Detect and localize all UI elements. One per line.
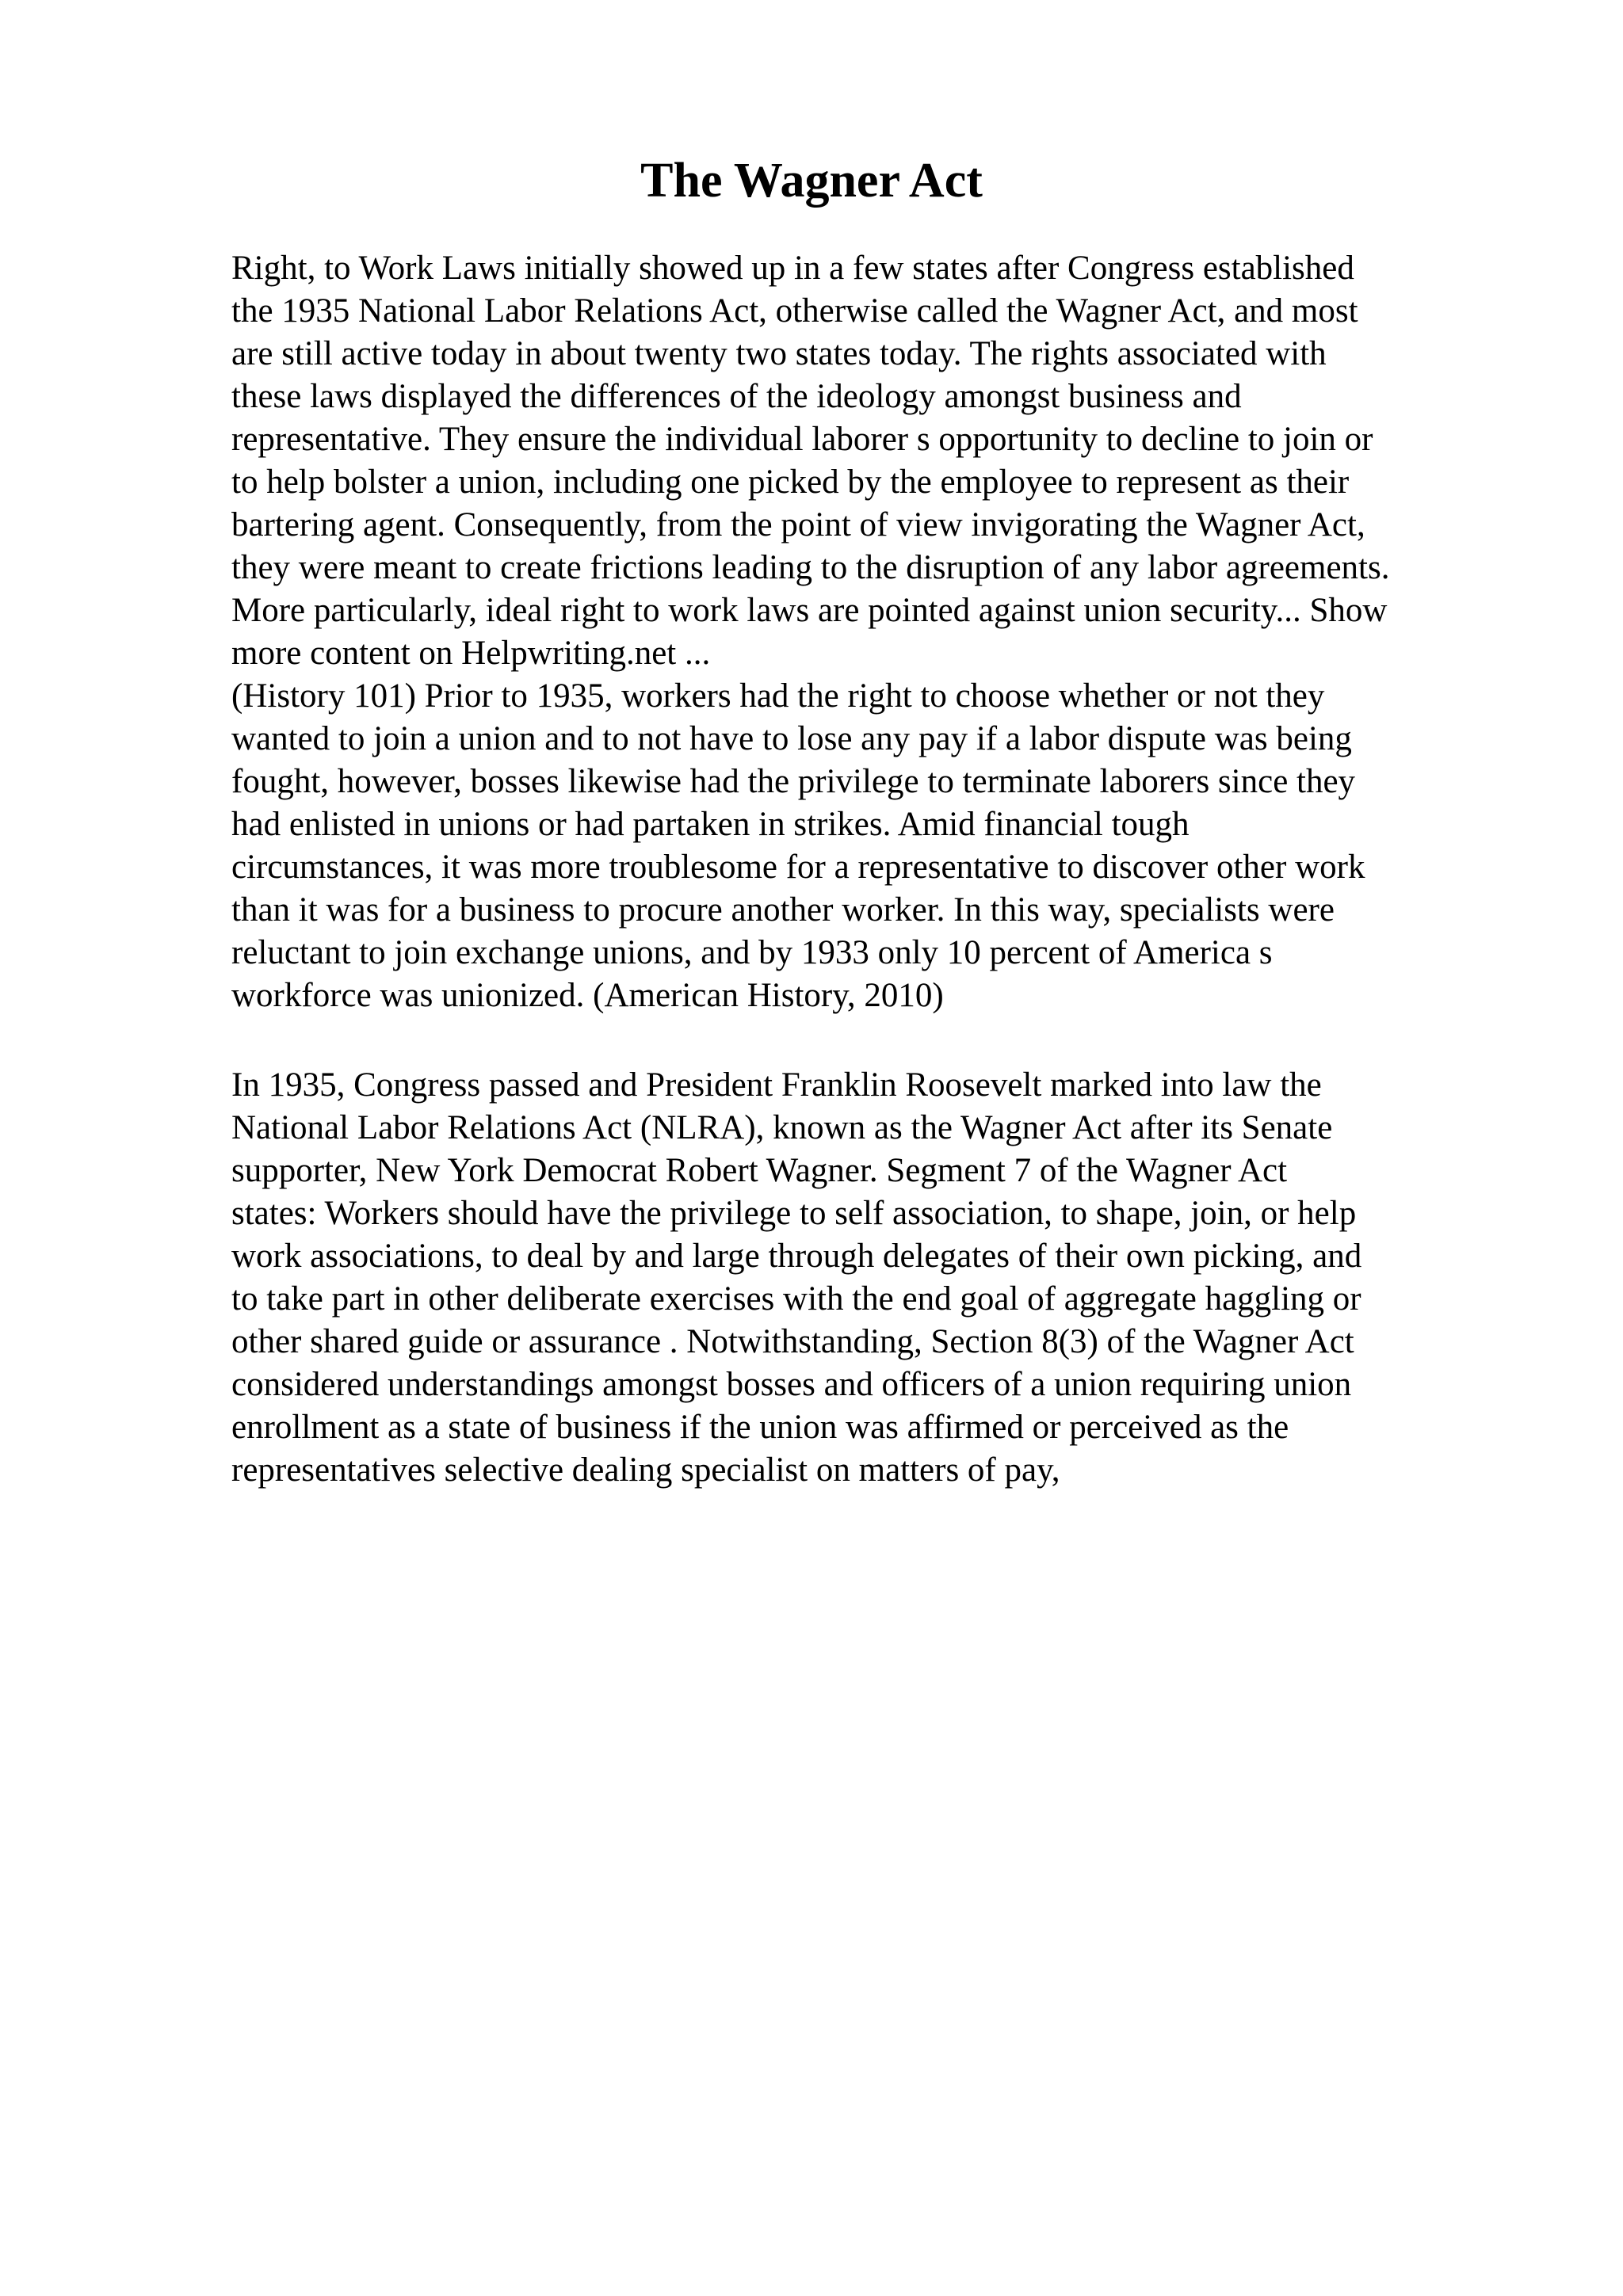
text-line: to help bolster a union, including one picked by the employee to represent as their	[231, 463, 1350, 501]
text-line: supporter, New York Democrat Robert Wagner. Segment 7 of the Wagner Act	[231, 1152, 1288, 1189]
text-line: In 1935, Congress passed and President Franklin Roosevelt marked into law the	[231, 1066, 1322, 1104]
paragraph-block-2	[231, 1064, 1499, 1492]
text-line: more content on Helpwriting.net ...	[231, 635, 711, 672]
text-line: than it was for a business to procure another worker. In this way, specialists were	[231, 891, 1335, 929]
text-line: had enlisted in unions or had partaken in strikes. Amid financial tough	[231, 806, 1190, 843]
text-line: these laws displayed the differences of the ideology amongst business and	[231, 378, 1242, 415]
text-line: Right, to Work Laws initially showed up in a few states after Congress established	[231, 250, 1354, 287]
text-line: representatives selective dealing specialist on matters of pay,	[231, 1451, 1060, 1489]
text-line: the 1935 National Labor Relations Act, otherwise called the Wagner Act, and most	[231, 292, 1358, 330]
text-line: states: Workers should have the privilege to self association, to shape, join, or help	[231, 1195, 1357, 1232]
text-line: reluctant to join exchange unions, and by 1933 only 10 percent of America s	[231, 934, 1273, 971]
text-line: wanted to join a union and to not have to lose any pay if a labor dispute was being	[231, 720, 1352, 757]
text-line: they were meant to create frictions leading to the disruption of any labor agreements.	[231, 549, 1390, 586]
text-line: to take part in other deliberate exercises with the end goal of aggregate haggling or	[231, 1280, 1361, 1318]
text-line: bartering agent. Consequently, from the point of view invigorating the Wagner Act,	[231, 506, 1365, 543]
text-line: (History 101) Prior to 1935, workers had the right to choose whether or not they	[231, 677, 1325, 715]
text-line: circumstances, it was more troublesome for a representative to discover other work	[231, 849, 1365, 886]
text-line: representative. They ensure the individual laborer s opportunity to decline to join or	[231, 421, 1373, 458]
text-line: fought, however, bosses likewise had the privilege to terminate laborers since they	[231, 763, 1356, 800]
text-line: enrollment as a state of business if the union was affirmed or perceived as the	[231, 1409, 1289, 1446]
text-line: workforce was unionized. (American History, 2010)	[231, 977, 944, 1014]
text-line: National Labor Relations Act (NLRA), known as the Wagner Act after its Senate	[231, 1109, 1333, 1146]
text-line: are still active today in about twenty two states today. The rights associated with	[231, 335, 1327, 372]
text-line: work associations, to deal by and large through delegates of their own picking, and	[231, 1238, 1362, 1275]
text-line: other shared guide or assurance . Notwithstanding, Section 8(3) of the Wagner Act	[231, 1323, 1354, 1360]
paragraph-block-1	[231, 247, 1499, 1017]
text-line: More particularly, ideal right to work laws are pointed against union security... Show	[231, 592, 1388, 629]
text-line: considered understandings amongst bosses and officers of a union requiring union	[231, 1366, 1352, 1403]
document-title: The Wagner Act	[640, 154, 983, 208]
